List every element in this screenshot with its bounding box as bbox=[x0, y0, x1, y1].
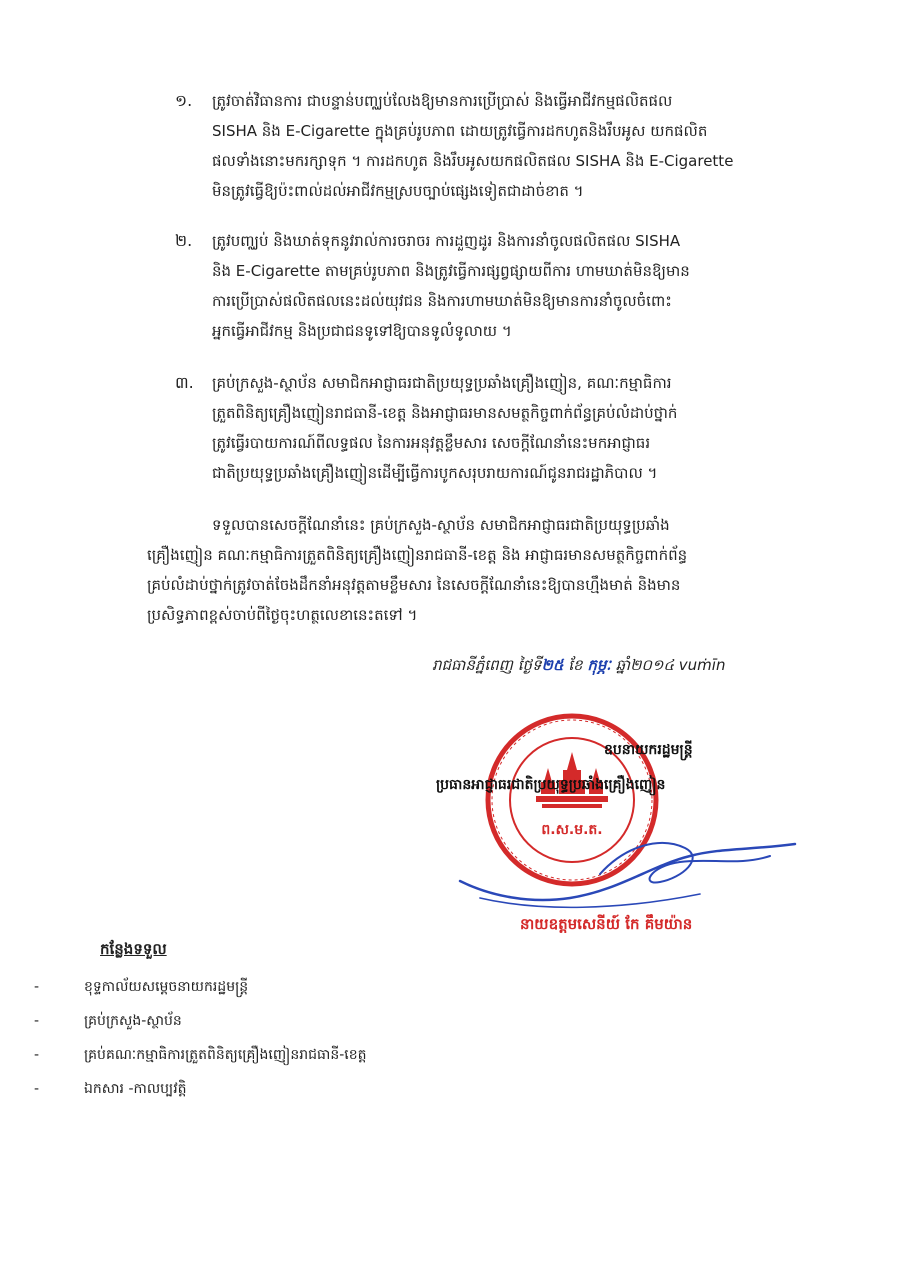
list-item: - គ្រប់ក្រសួង-ស្ថាប័ន bbox=[34, 1013, 182, 1029]
closing-line: ប្រសិទ្ធភាពខ្ពស់ចាប់ពីថ្ងៃចុះហត្ថលេខានេះតទៅ ។ bbox=[147, 606, 418, 624]
closing-line: គ្រឿងញៀន គណៈកម្មាធិការត្រួតពិនិត្យគ្រឿងញៀនរាជធានី-ខេត្ត និង អាជ្ញាធរមានសមត្ថកិច្ចពាក់ព័ន្ធ bbox=[147, 546, 688, 564]
item-line: ជាតិប្រយុទ្ធប្រឆាំងគ្រឿងញៀនដើម្បីធ្វើការបូកសរុបរាយការណ៍ជូនរាជរដ្ឋាភិបាល ។ bbox=[212, 464, 658, 482]
item-line: ផលទាំងនោះមករក្សាទុក ។ ការដកហូត និងរឹបអូសយកផលិតផល SISHA និង E-Cigarette bbox=[212, 152, 734, 170]
closing-line: គ្រប់លំដាប់ថ្នាក់ត្រូវចាត់ចែងដឹកនាំអនុវត្តតាមខ្លឹមសារ នៃសេចក្តីណែនាំនេះឱ្យបានហ្មឹងមាត់ និងមាន bbox=[147, 576, 681, 594]
recipients-list bbox=[32, 970, 367, 1106]
date-day: ២៥ bbox=[541, 656, 564, 674]
item-line: ត្រូវបញ្ឈប់ និងឃាត់ទុកនូវរាល់ការចរាចរ ការដួញដូរ និងការនាំចូលផលិតផល SISHA bbox=[212, 232, 681, 250]
item-line: ត្រូវចាត់វិធានការ ជាបន្ទាន់បញ្ឈប់លែងឱ្យមានការប្រើប្រាស់ និងធ្វើអាជីវកម្មផលិតផល bbox=[212, 92, 673, 110]
date-suffix: vuṁīn bbox=[678, 656, 726, 674]
date-line bbox=[432, 652, 852, 678]
signatory-title-2: ប្រធានអាជ្ញាធរជាតិប្រយុទ្ធប្រឆាំងគ្រឿងញៀន bbox=[436, 777, 666, 793]
recipient-label: គ្រប់ក្រសួង-ស្ថាប័ន bbox=[84, 1013, 182, 1029]
date-month-label: ខែ bbox=[568, 656, 583, 674]
item-line: មិនត្រូវធ្វើឱ្យប៉ះពាល់ដល់អាជីវកម្មស្របច្បាប់ផ្សេងទៀតជាដាច់ខាត ។ bbox=[212, 182, 584, 200]
list-item: - ខុទ្ទកាល័យសម្តេចនាយករដ្ឋមន្ត្រី bbox=[34, 979, 249, 995]
item-line: ត្រូវធ្វើរបាយការណ៍ពីលទ្ធផល នៃការអនុវត្តខ្លឹមសារ សេចក្តីណែនាំនេះមកអាជ្ញាធរ bbox=[212, 434, 651, 452]
closing-paragraph bbox=[147, 510, 847, 630]
item-line: ត្រួតពិនិត្យគ្រឿងញៀនរាជធានី-ខេត្ត និងអាជ្ញាធរមានសមត្ថកិច្ចពាក់ព័ន្ធគ្រប់លំដាប់ថ្នាក់ bbox=[212, 404, 678, 422]
item-line: អ្នកធ្វើអាជីវកម្ម និងប្រជាជនទូទៅឱ្យបានទូលំទូលាយ ។ bbox=[212, 322, 512, 340]
date-month: កុម្ភៈ bbox=[587, 656, 611, 674]
item-line: ការប្រើប្រាស់ផលិតផលនេះដល់យុវជន និងការហាមឃាត់មិនឱ្យមានការនាំចូលចំពោះ bbox=[212, 292, 672, 310]
seal-text: ព.ស.ម.ត. bbox=[541, 822, 603, 838]
signatory-name: នាយឧត្តមសេនីយ៍ កែ គឹមយ៉ាន bbox=[520, 915, 693, 933]
item-line: និង E-Cigarette តាមគ្រប់រូបភាព និងត្រូវធ្វើការផ្សព្វផ្សាយពីការ ហាមឃាត់មិនឱ្យមាន bbox=[212, 262, 690, 280]
closing-line: ទទួលបានសេចក្តីណែនាំនេះ គ្រប់ក្រសួង-ស្ថាប័ន សមាជិកអាជ្ញាធរជាតិប្រយុទ្ធប្រឆាំង bbox=[212, 516, 670, 534]
recipient-label: ខុទ្ទកាល័យសម្តេចនាយករដ្ឋមន្ត្រី bbox=[84, 979, 249, 995]
item-number: ១. bbox=[175, 91, 193, 110]
date-year-label: ឆ្នាំ bbox=[615, 656, 631, 674]
signatory-title-1: ឧបនាយករដ្ឋមន្ត្រី bbox=[604, 742, 693, 758]
item-line: គ្រប់ក្រសួង-ស្ថាប័ន សមាជិកអាជ្ញាធរជាតិប្រយុទ្ធប្រឆាំងគ្រឿងញៀន, គណៈកម្មាធិការ bbox=[212, 374, 672, 392]
list-item: - ឯកសារ -កាលប្បវត្តិ bbox=[34, 1081, 187, 1097]
instruction-item-3 bbox=[175, 368, 847, 488]
recipients-heading: កន្លែងទទួល bbox=[100, 940, 167, 958]
recipient-label: គ្រប់គណៈកម្មាធិការត្រួតពិនិត្យគ្រឿងញៀនរាជធានី-ខេត្ត bbox=[84, 1047, 367, 1063]
list-item: - គ្រប់គណៈកម្មាធិការត្រួតពិនិត្យគ្រឿងញៀនរាជធានី-ខេត្ត bbox=[34, 1047, 367, 1063]
date-prefix: រាជធានីភ្នំពេញ ថ្ងៃទី bbox=[432, 656, 542, 674]
item-line: SISHA និង E-Cigarette ក្នុងគ្រប់រូបភាព ដោយត្រូវធ្វើការដកហូតនិងរឹបអូស យកផលិត bbox=[212, 122, 708, 140]
item-number: ២. bbox=[175, 231, 193, 250]
date-year: ២០១៤ bbox=[630, 656, 675, 674]
item-number: ៣. bbox=[175, 373, 194, 392]
recipient-label: ឯកសារ -កាលប្បវត្តិ bbox=[84, 1081, 187, 1097]
instruction-item-2 bbox=[175, 226, 847, 346]
instruction-item-1 bbox=[175, 86, 847, 206]
